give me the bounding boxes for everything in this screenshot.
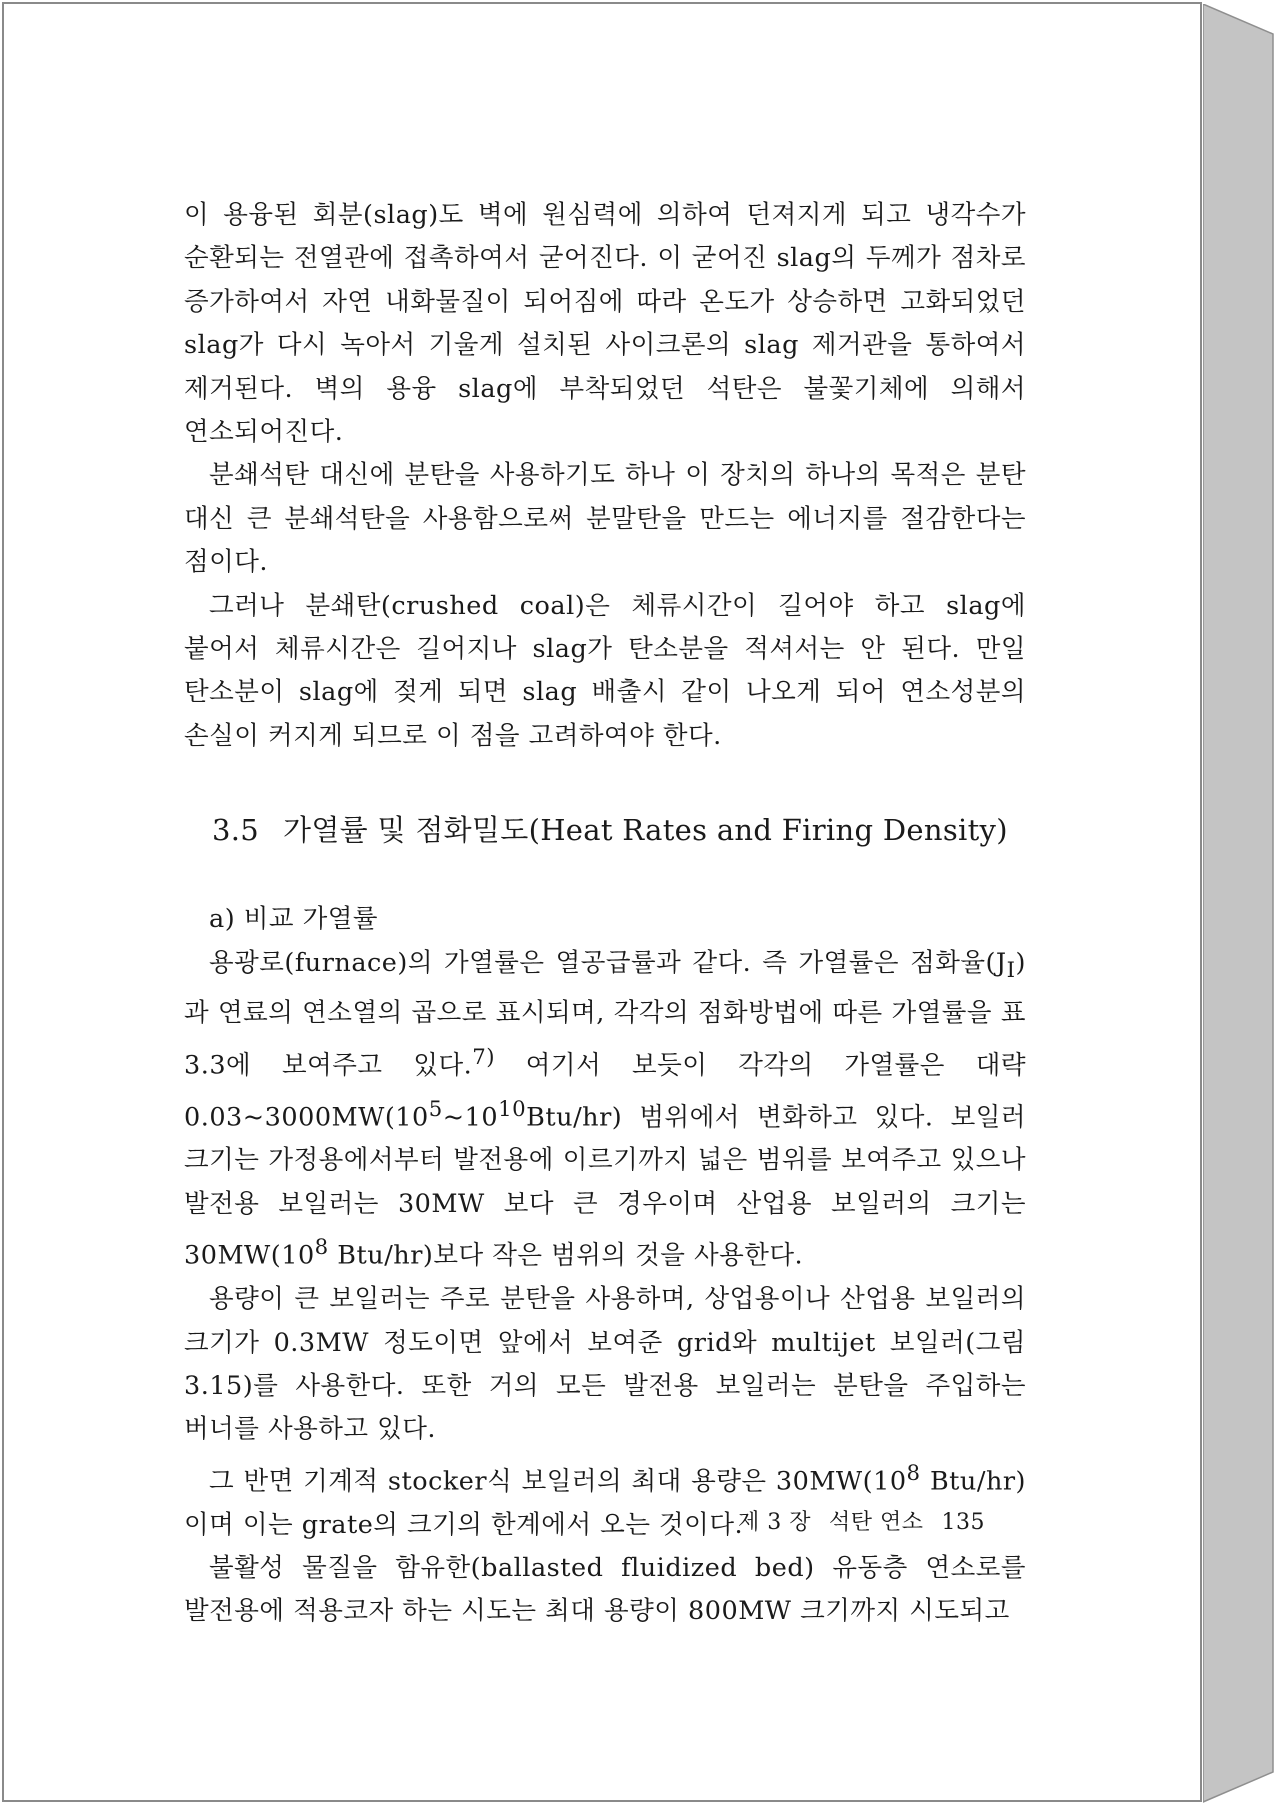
subsection-heading: a) 비교 가열률 <box>209 904 379 935</box>
paragraph-heat-rate <box>184 942 1026 1278</box>
exponent-8: 8 <box>906 1460 921 1486</box>
paragraph-slag-removal: 이 용융된 회분(slag)도 벽에 원심력에 의하여 던져지게 되고 냉각수가 순환되는 전열관에 접촉하여서 굳어진다. 이 굳어진 slag의 두께가 점차로 증가하여서 자연 내화물질이 되어짐에 따라 온도가 상승하면 고화되었던 slag가 다시 녹아서 기울게 설치된 사이크론의 slag 제거관을 통하여서 제거된다. 벽의 용융 slag에 부착되었던 석탄은 불꽃기체에 의해서 연소되어진다. <box>184 200 1026 448</box>
section-title: 가열률 및 점화밀도(Heat Rates and Firing Density) <box>283 813 1008 848</box>
exponent-10: 10 <box>498 1096 527 1122</box>
text-run: Btu/hr)이며 이는 grate의 크기의 한계에서 오는 것이다. <box>184 1466 1027 1540</box>
paragraph-large-boilers: 용량이 큰 보일러는 주로 분탄을 사용하며, 상업용이나 산업용 보일러의 크기가 0.3MW 정도이면 앞에서 보여준 grid와 multijet 보일러(그림 3.15)를 사용한다. 또한 거의 모든 발전용 보일러는 분탄을 주입하는 버너를 사용하고 있다. <box>184 1284 1026 1445</box>
page-edge-3d <box>1203 4 1204 1804</box>
footer-chapter-title: 석탄 연소 <box>829 1510 924 1535</box>
page-content <box>184 194 1026 1634</box>
reference-7: 7) <box>472 1044 495 1070</box>
subscript-i: I <box>1006 957 1016 983</box>
section-number: 3.5 <box>212 813 260 848</box>
paragraph-crushed-coal-purpose: 분쇄석탄 대신에 분탄을 사용하기도 하나 이 장치의 하나의 목적은 분탄 대신 큰 분쇄석탄을 사용함으로써 분말탄을 만드는 에너지를 절감한다는 점이다. <box>184 460 1026 578</box>
text-run: 용광로(furnace)의 가열률은 열공급률과 같다. 즉 가열률은 점화율(J <box>209 947 1007 978</box>
exponent-8: 8 <box>314 1235 329 1261</box>
text-run: Btu/hr)보다 작은 범위의 것을 사용한다. <box>328 1240 804 1271</box>
page-footer <box>738 1505 985 1536</box>
text-run: 여기서 보듯이 각각의 가열률은 대략 0.03~3000MW(10 <box>184 1050 1026 1132</box>
page-number: 135 <box>941 1510 986 1535</box>
text-run: 그 반면 기계적 stocker식 보일러의 최대 용량은 30MW(10 <box>209 1466 907 1497</box>
text-run: Btu/hr) 범위에서 변화하고 있다. 보일러 크기는 가정용에서부터 발전용에 이르기까지 넓은 범위를 보여주고 있으나 발전용 보일러는 30MW 보다 큰 경우이며 산업용 보일러의 크기는 30MW(10 <box>184 1102 1026 1271</box>
paragraph-residence-time: 그러나 분쇄탄(crushed coal)은 체류시간이 길어야 하고 slag에 붙어서 체류시간은 길어지나 slag가 탄소분을 적셔서는 안 된다. 만일 탄소분이 slag에 젖게 되면 slag 배출시 같이 나오게 되어 연소성분의 손실이 커지게 되므로 이 점을 고려하여야 한다. <box>184 590 1026 751</box>
section-heading <box>212 810 1026 850</box>
paragraph-fluidized-bed: 불활성 물질을 함유한(ballasted fluidized bed) 유동층 연소로를 발전용에 적용코자 하는 시도는 최대 용량이 800MW 크기까지 시도되고 <box>184 1553 1026 1627</box>
text-run: ~10 <box>442 1102 499 1132</box>
exponent-5: 5 <box>428 1096 443 1122</box>
text-run: )과 연료의 연소열의 곱으로 표시되며, 각각의 점화방법에 따른 가열률을 표 3.3에 보여주고 있다. <box>184 947 1026 1081</box>
footer-chapter: 제 3 장 <box>738 1510 811 1535</box>
